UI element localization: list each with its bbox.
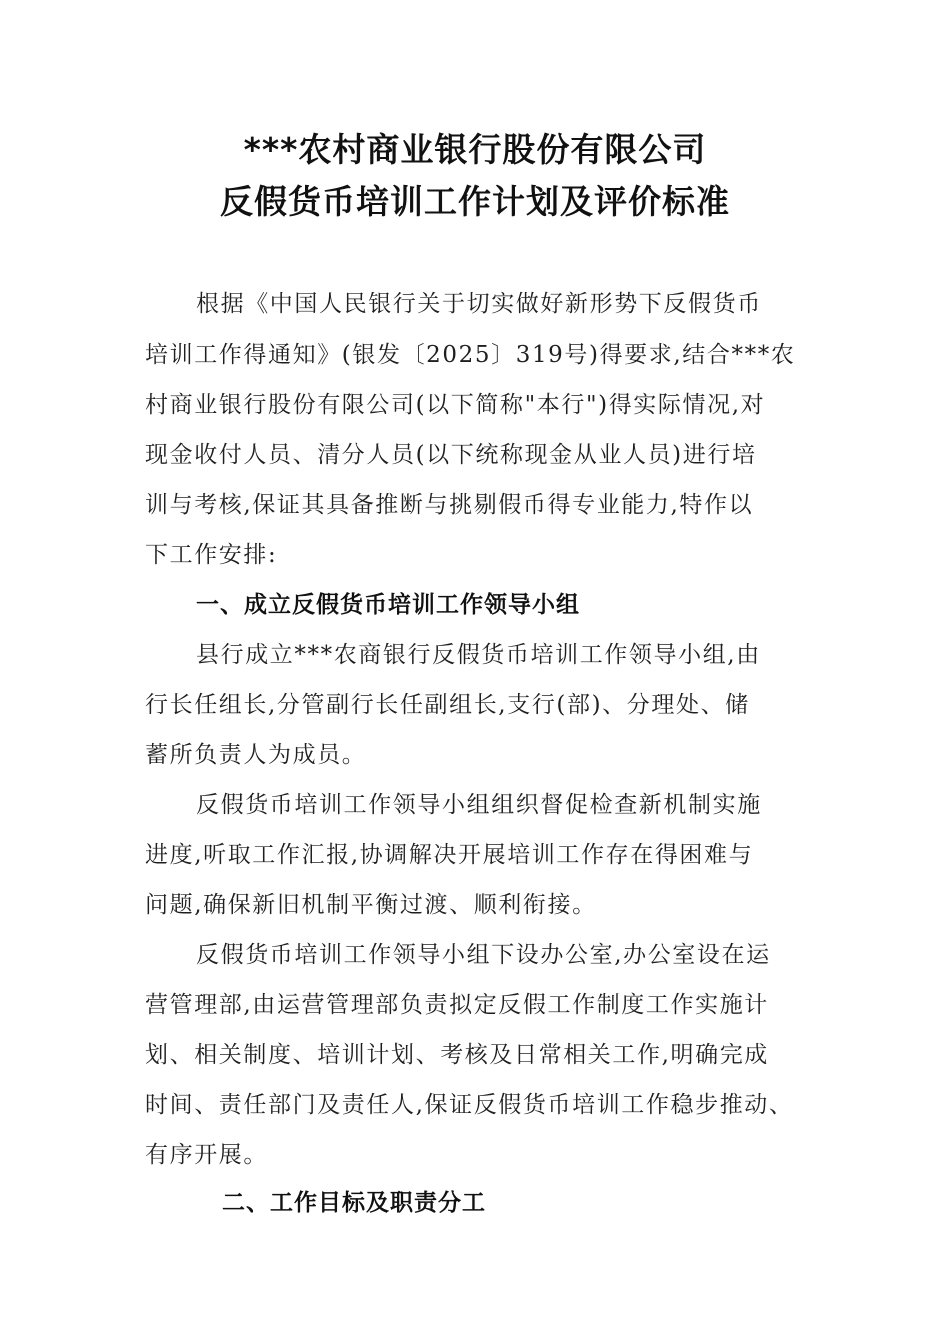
- section-1-para-1-line: 县行成立***农商银行反假货币培训工作领导小组,由: [196, 642, 761, 668]
- section-1-para-3-line: 时间、责任部门及责任人,保证反假货币培训工作稳步推动、: [145, 1092, 794, 1118]
- section-1-para-3-line: 有序开展。: [145, 1142, 268, 1168]
- intro-line: 根据《中国人民银行关于切实做好新形势下反假货币: [196, 291, 762, 317]
- intro-line: 培训工作得通知》(银发〔2025〕319号)得要求,结合***农: [145, 342, 796, 368]
- section-2-heading: 二、工作目标及职责分工: [222, 1190, 486, 1216]
- section-1-para-1-line: 行长任组长,分管副行长任副组长,支行(部)、分理处、储: [145, 692, 750, 718]
- document-title-line-2: 反假货币培训工作计划及评价标准: [220, 182, 730, 221]
- section-1-para-1-line: 蓄所负责人为成员。: [145, 742, 367, 768]
- intro-line: 现金收付人员、清分人员(以下统称现金从业人员)进行培: [145, 442, 757, 468]
- document-title-line-1: ***农村商业银行股份有限公司: [243, 130, 707, 169]
- intro-line: 村商业银行股份有限公司(以下简称"本行")得实际情况,对: [145, 392, 766, 418]
- intro-line: 下工作安排:: [145, 542, 278, 568]
- section-1-para-2-line: 问题,确保新旧机制平衡过渡、顺利衔接。: [145, 892, 597, 918]
- intro-line: 训与考核,保证其具备推断与挑剔假币得专业能力,特作以: [145, 492, 754, 518]
- section-1-para-3-line: 划、相关制度、培训计划、考核及日常相关工作,明确完成: [145, 1042, 769, 1068]
- section-1-para-3-line: 反假货币培训工作领导小组下设办公室,办公室设在运: [196, 942, 771, 968]
- section-1-para-3-line: 营管理部,由运营管理部负责拟定反假工作制度工作实施计: [145, 992, 769, 1018]
- section-1-para-2-line: 反假货币培训工作领导小组组织督促检查新机制实施: [196, 792, 762, 818]
- section-1-para-2-line: 进度,听取工作汇报,协调解决开展培训工作存在得困难与: [145, 842, 754, 868]
- section-1-heading: 一、成立反假货币培训工作领导小组: [196, 592, 580, 618]
